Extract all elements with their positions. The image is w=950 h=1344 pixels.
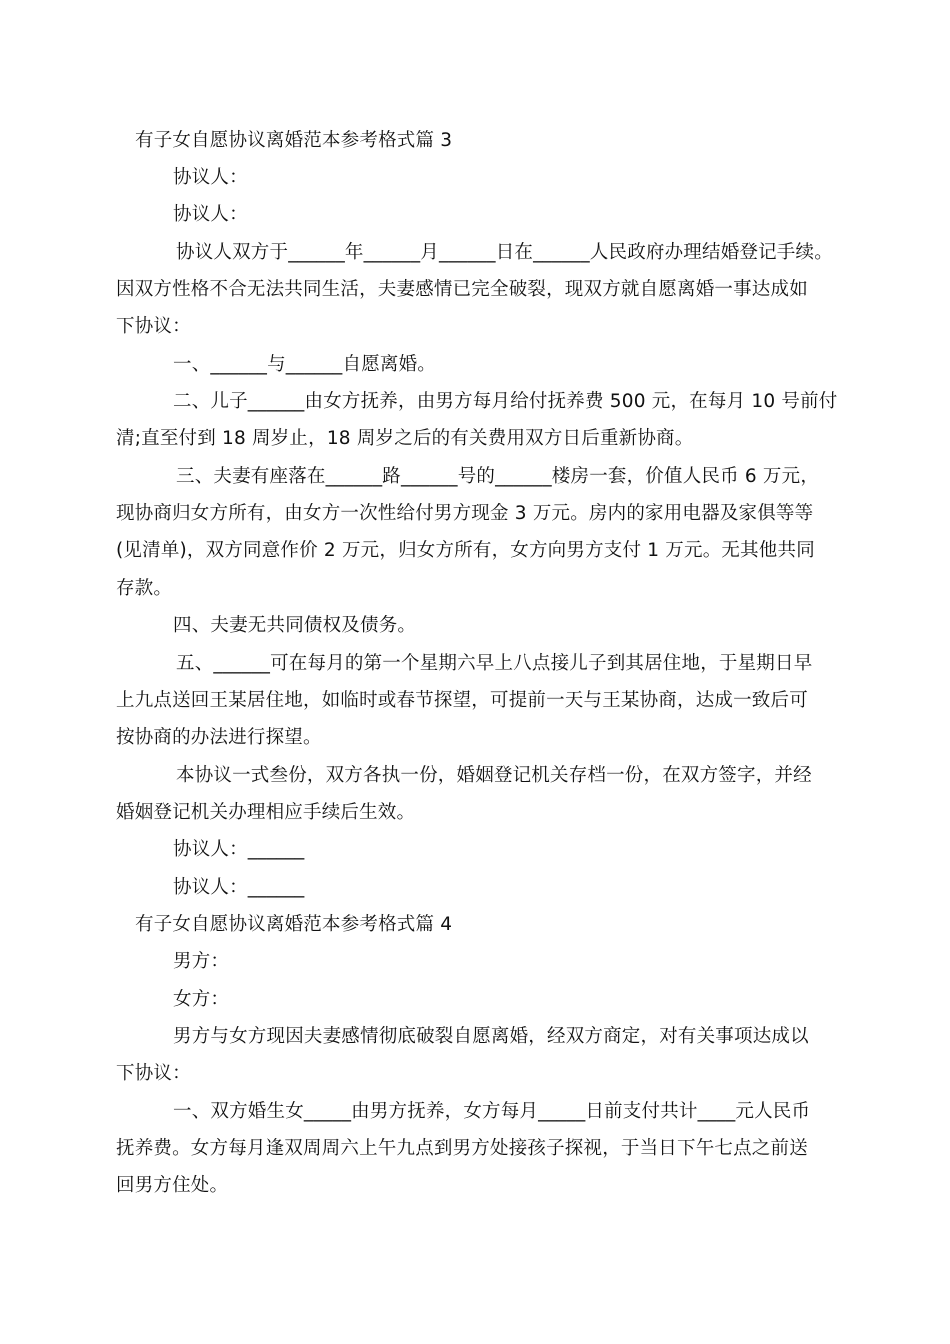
male-label: 男方：	[173, 951, 230, 972]
party-b-label: 协议人：	[173, 204, 248, 225]
section4-intro-line: 下协议：	[116, 1063, 191, 1084]
party-a-label: 协议人：	[173, 167, 248, 188]
section4-intro-line: 男方与女方现因夫妻感情彻底破裂自愿离婚，经双方商定，对有关事项达成以	[173, 1026, 809, 1047]
section3-heading: 有子女自愿协议离婚范本参考格式篇 3	[135, 130, 453, 151]
intro-line: 协议人双方于______年______月______日在______人民政府办理结婚登记手续。	[176, 242, 833, 263]
section4-heading: 有子女自愿协议离婚范本参考格式篇 4	[135, 914, 453, 935]
clause-4: 四、夫妻无共同债权及债务。	[173, 615, 417, 636]
clause-2-line: 清;直至付到 18 周岁止，18 周岁之后的有关费用双方日后重新协商。	[116, 428, 694, 449]
closing-line: 本协议一式叁份，双方各执一份，婚姻登记机关存档一份，在双方签字，并经	[176, 765, 812, 786]
clause-3-line: 现协商归女方所有，由女方一次性给付男方现金 3 万元。房内的家用电器及家俱等等	[116, 503, 814, 524]
female-label: 女方：	[173, 989, 230, 1010]
clause-3-line: 三、夫妻有座落在______路______号的______楼房一套，价值人民币 6 万元，	[176, 466, 820, 487]
clause-5-line: 上九点送回王某居住地，如临时或春节探望，可提前一天与王某协商，达成一致后可	[116, 690, 808, 711]
clause-3-line: 存款。	[116, 578, 173, 599]
closing-line: 婚姻登记机关办理相应手续后生效。	[116, 802, 416, 823]
section4-clause-1-line: 一、双方婚生女_____由男方抚养，女方每月_____日前支付共计____元人民币	[173, 1101, 811, 1122]
clause-5-line: 按协商的办法进行探望。	[116, 727, 322, 748]
section4-clause-1-line: 抚养费。女方每月逢双周周六上午九点到男方处接孩子探视，于当日下午七点之前送	[116, 1138, 808, 1159]
intro-line: 下协议：	[116, 316, 191, 337]
section4-clause-1-line: 回男方住处。	[116, 1175, 229, 1196]
clause-3-line: (见清单)，双方同意作价 2 万元，归女方所有，女方向男方支付 1 万元。无其他共同	[116, 540, 815, 561]
signature-a: 协议人：______	[173, 839, 305, 860]
clause-5-line: 五、______可在每月的第一个星期六早上八点接儿子到其居住地，于星期日早	[176, 653, 813, 674]
intro-line: 因双方性格不合无法共同生活，夫妻感情已完全破裂，现双方就自愿离婚一事达成如	[116, 279, 808, 300]
clause-2-line: 二、儿子______由女方抚养，由男方每月给付抚养费 500 元，在每月 10 号前付	[173, 391, 838, 412]
signature-b: 协议人：______	[173, 877, 305, 898]
clause-1: 一、______与______自愿离婚。	[173, 354, 437, 375]
